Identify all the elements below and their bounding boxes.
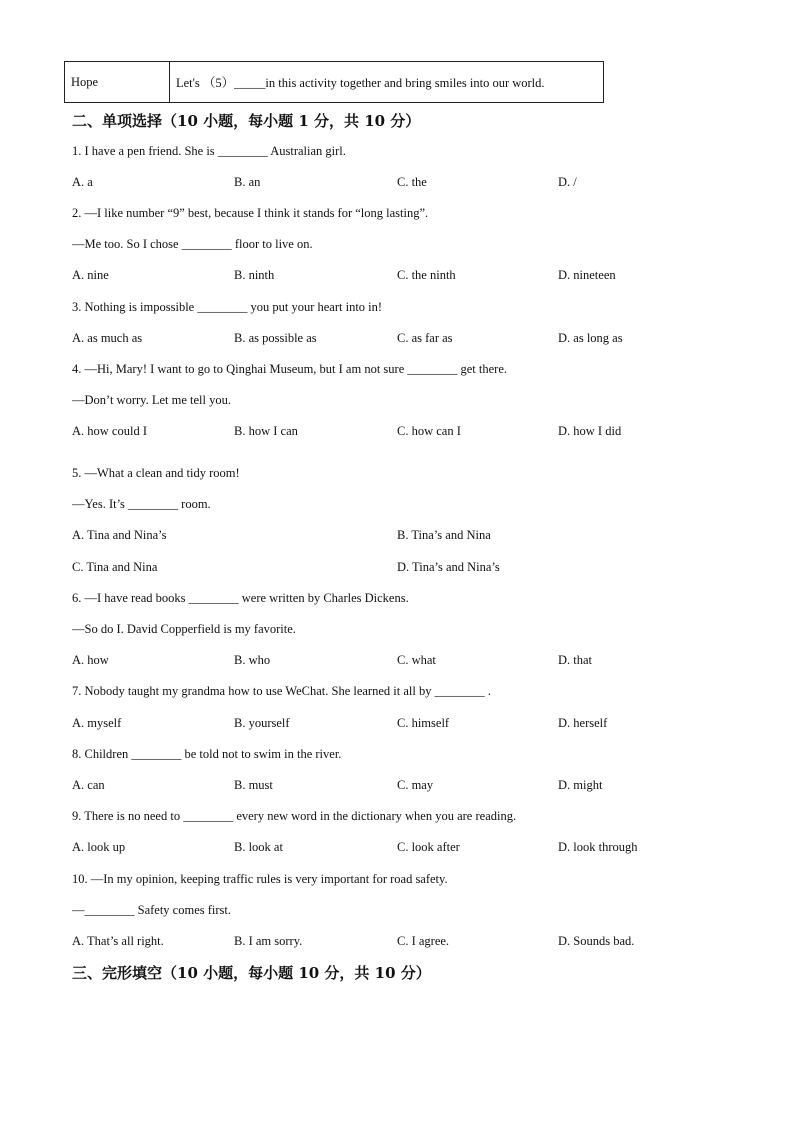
q10-option-a[interactable]: A. That’s all right. [72,934,164,948]
question-4-reply: —Don’t worry. Let me tell you. [72,393,231,407]
question-5-reply: —Yes. It’s ________ room. [72,497,211,511]
q3-option-c[interactable]: C. as far as [397,331,453,345]
q3-option-b[interactable]: B. as possible as [234,331,317,345]
question-1: 1. I have a pen friend. She is ________ Australian girl. [72,144,346,158]
q6-option-a[interactable]: A. how [72,653,109,667]
q5-option-a[interactable]: A. Tina and Nina’s [72,528,167,542]
q5-option-d[interactable]: D. Tina’s and Nina’s [397,560,500,574]
q6-option-c[interactable]: C. what [397,653,436,667]
q10-option-d[interactable]: D. Sounds bad. [558,934,635,948]
q2-option-a[interactable]: A. nine [72,268,109,282]
question-7: 7. Nobody taught my grandma how to use WeChat. She learned it all by ________ . [72,684,491,698]
q8-option-a[interactable]: A. can [72,778,105,792]
question-2: 2. —I like number “9” best, because I think it stands for “long lasting”. [72,206,429,220]
section-2-title: 二、单项选择（10 小题，每小题 1 分，共 10 分） [72,112,421,130]
question-9: 9. There is no need to ________ every new word in the dictionary when you are reading. [72,809,517,823]
q10-option-b[interactable]: B. I am sorry. [234,934,303,948]
q4-option-d[interactable]: D. how I did [558,424,622,438]
q7-option-b[interactable]: B. yourself [234,716,290,730]
q1-option-d[interactable]: D. / [558,175,577,189]
q9-option-b[interactable]: B. look at [234,840,283,854]
hope-table [64,61,604,103]
q9-option-c[interactable]: C. look after [397,840,460,854]
question-3: 3. Nothing is impossible ________ you put your heart into in! [72,300,383,314]
question-4: 4. —Hi, Mary! I want to go to Qinghai Museum, but I am not sure ________ get there. [72,362,507,376]
q1-option-c[interactable]: C. the [397,175,427,189]
q10-option-c[interactable]: C. I agree. [397,934,450,948]
q4-option-a[interactable]: A. how could I [72,424,147,438]
question-6: 6. —I have read books ________ were written by Charles Dickens. [72,591,409,605]
q9-option-d[interactable]: D. look through [558,840,638,854]
question-5: 5. —What a clean and tidy room! [72,466,240,480]
question-8: 8. Children ________ be told not to swim in the river. [72,747,342,761]
hope-cell: Hope [65,62,170,103]
q4-option-b[interactable]: B. how I can [234,424,298,438]
hope-sentence-cell: Let's （5）_____in this activity together and bring smiles into our world. [170,62,604,103]
q3-option-a[interactable]: A. as much as [72,331,143,345]
q3-option-d[interactable]: D. as long as [558,331,623,345]
q5-option-b[interactable]: B. Tina’s and Nina [397,528,491,542]
question-2-reply: —Me too. So I chose ________ floor to live on. [72,237,313,251]
q2-option-b[interactable]: B. ninth [234,268,275,282]
question-10: 10. —In my opinion, keeping traffic rules is very important for road safety. [72,872,448,886]
section-3-title: 三、完形填空（10 小题，每小题 10 分，共 10 分） [72,964,431,982]
q1-option-b[interactable]: B. an [234,175,261,189]
q7-option-d[interactable]: D. herself [558,716,608,730]
q8-option-c[interactable]: C. may [397,778,434,792]
q7-option-c[interactable]: C. himself [397,716,450,730]
q8-option-b[interactable]: B. must [234,778,273,792]
q2-option-c[interactable]: C. the ninth [397,268,456,282]
question-10-reply: —________ Safety comes first. [72,903,232,917]
question-6-reply: —So do I. David Copperfield is my favorite. [72,622,296,636]
q1-option-a[interactable]: A. a [72,175,93,189]
q8-option-d[interactable]: D. might [558,778,603,792]
q2-option-d[interactable]: D. nineteen [558,268,616,282]
q6-option-b[interactable]: B. who [234,653,271,667]
q4-option-c[interactable]: C. how can I [397,424,461,438]
q6-option-d[interactable]: D. that [558,653,593,667]
q5-option-c[interactable]: C. Tina and Nina [72,560,158,574]
q9-option-a[interactable]: A. look up [72,840,126,854]
q7-option-a[interactable]: A. myself [72,716,122,730]
